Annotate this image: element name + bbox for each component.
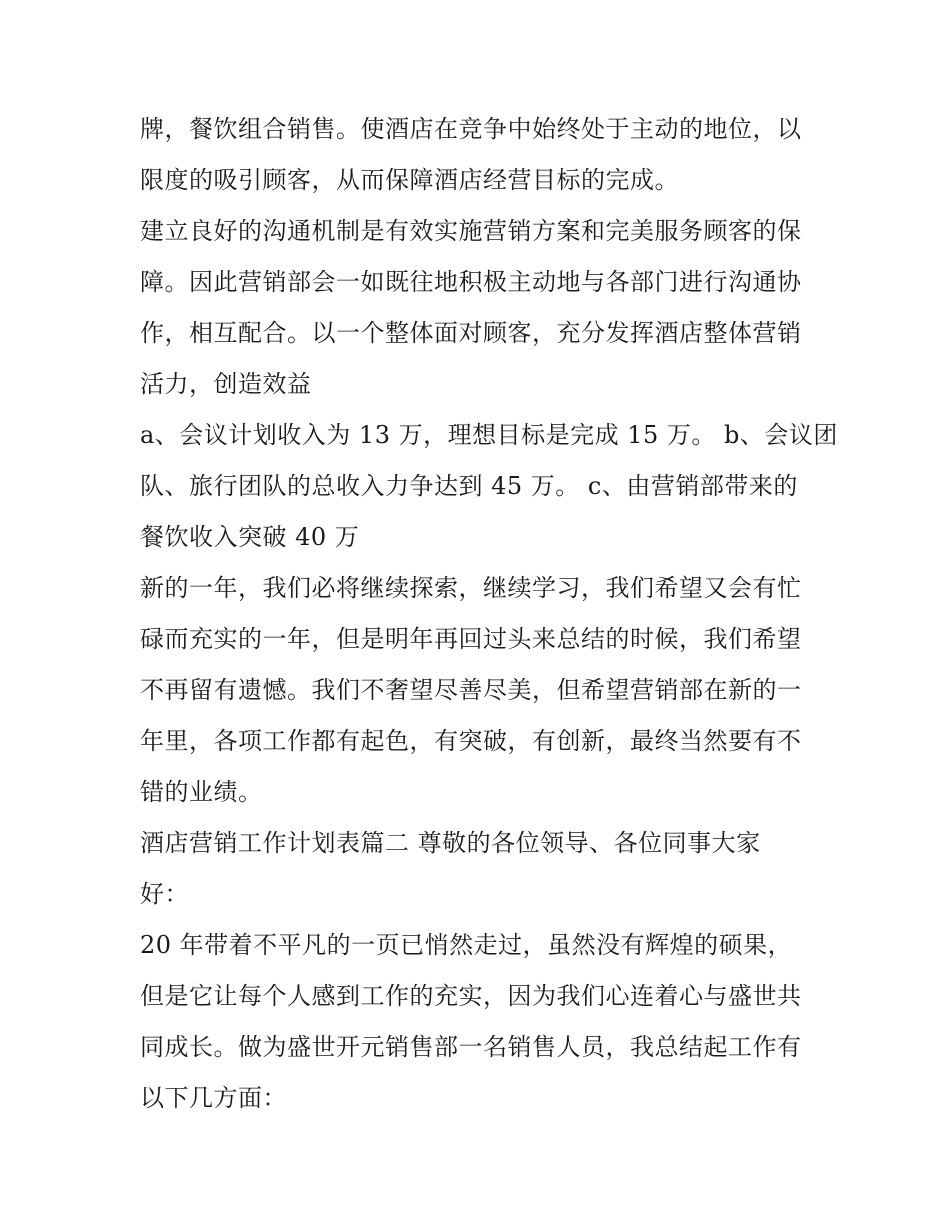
text-line: 以下几方面：: [140, 1084, 287, 1112]
text-line: 错的业绩。: [140, 778, 263, 806]
text-line: 碌而充实的一年，但是明年再回过头来总结的时候，我们希望: [140, 625, 802, 653]
text-line: 不再留有遗憾。我们不奢望尽善尽美，但希望营销部在新的一: [140, 676, 802, 704]
text-line: 酒店营销工作计划表篇二 尊敬的各位领导、各位同事大家: [140, 829, 761, 857]
text-line: 好：: [140, 880, 189, 908]
text-line: 作，相互配合。以一个整体面对顾客，充分发挥酒店整体营销: [140, 319, 802, 347]
text-line: 队、旅行团队的总收入力争达到 45 万。 c、由营销部带来的: [140, 472, 798, 500]
text-line: 但是它让每个人感到工作的充实，因为我们心连着心与盛世共: [140, 982, 802, 1010]
text-line: 年里，各项工作都有起色，有突破，有创新，最终当然要有不: [140, 727, 802, 755]
document-body: [140, 104, 838, 1124]
text-line: 餐饮收入突破 40 万: [140, 523, 360, 551]
text-line: 新的一年，我们必将继续探索，继续学习，我们希望又会有忙: [140, 574, 802, 602]
text-line: 障。因此营销部会一如既往地积极主动地与各部门进行沟通协: [140, 268, 802, 296]
text-line: a、会议计划收入为 13 万，理想目标是完成 15 万。 b、会议团: [140, 421, 838, 449]
text-line: 限度的吸引顾客，从而保障酒店经营目标的完成。: [140, 166, 679, 194]
text-line: 牌，餐饮组合销售。使酒店在竞争中始终处于主动的地位，以: [140, 115, 802, 143]
text-line: 活力，创造效益: [140, 370, 312, 398]
text-line: 建立良好的沟通机制是有效实施营销方案和完美服务顾客的保: [140, 217, 802, 245]
text-line: 20 年带着不平凡的一页已悄然走过，虽然没有辉煌的硕果，: [140, 931, 793, 959]
text-line: 同成长。做为盛世开元销售部一名销售人员，我总结起工作有: [140, 1033, 802, 1061]
